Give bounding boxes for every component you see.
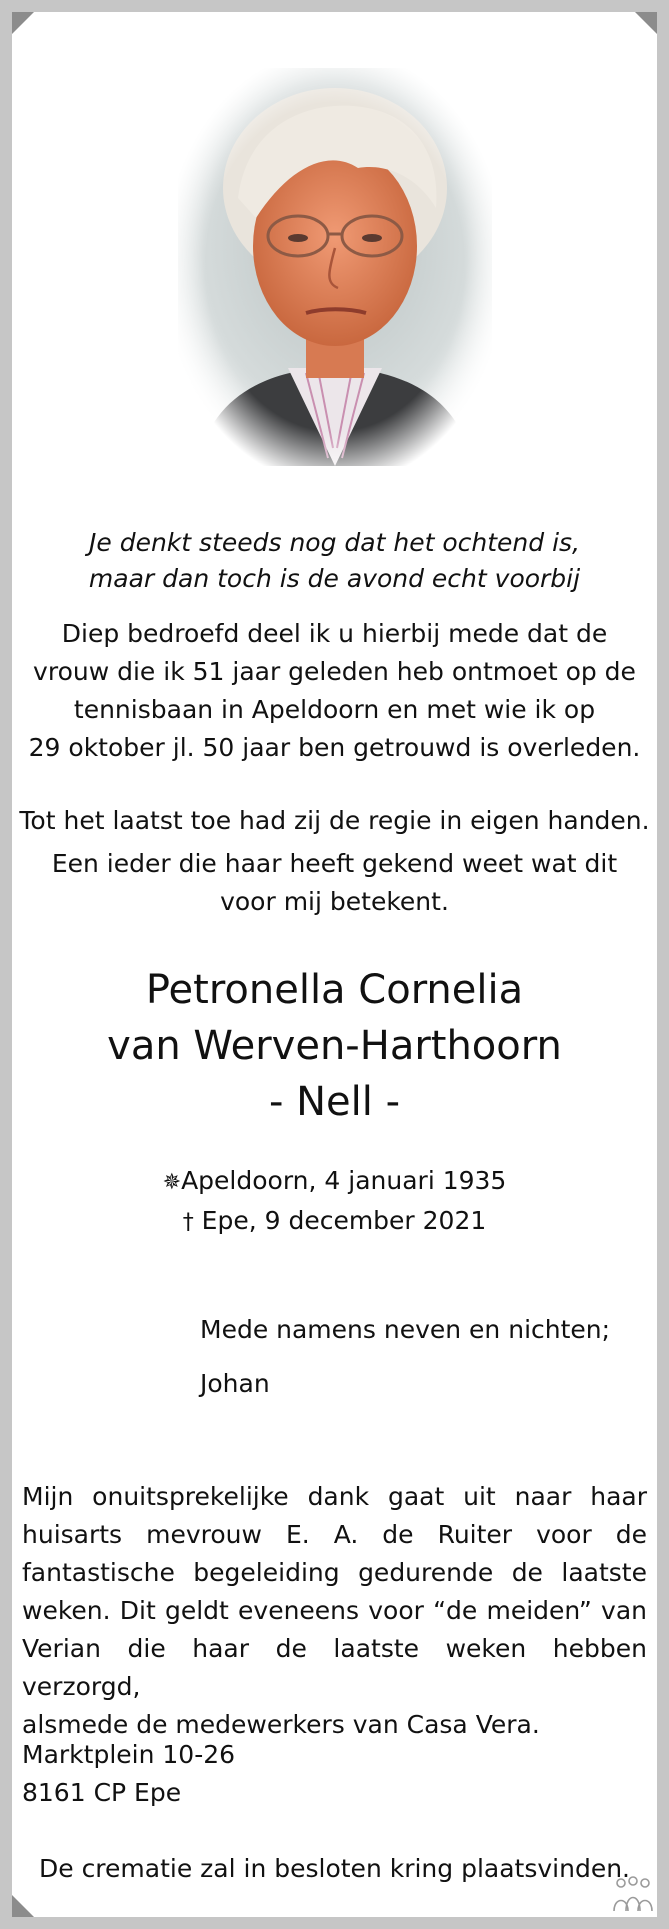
death-cross-icon: † xyxy=(182,1210,194,1235)
ieder-text xyxy=(14,845,655,921)
birth-date: Apeldoorn, 4 januari 1935 xyxy=(181,1166,507,1195)
name-line: van Werven-Harthoorn xyxy=(107,1023,562,1069)
poem-line: maar dan toch is de avond echt voorbij xyxy=(88,564,581,593)
thanks-line: Verian die haar de laatste weken hebben verzorgd, xyxy=(22,1634,647,1701)
thanks-line: weken. Dit geldt eveneens voor “de meiden” van xyxy=(22,1596,647,1625)
message-line: voor mij betekent. xyxy=(220,887,449,916)
address-city: 8161 CP Epe xyxy=(22,1778,182,1807)
signatory-name: Johan xyxy=(200,1369,270,1398)
portrait-photo xyxy=(178,68,492,466)
birth-line xyxy=(14,1162,655,1202)
life-dates xyxy=(14,1162,655,1242)
family-logo-icon xyxy=(611,1875,655,1915)
thanks-paragraph xyxy=(22,1478,647,1744)
address-street: Marktplein 10-26 xyxy=(22,1740,236,1769)
thanks-line: alsmede de medewerkers van Casa Vera. xyxy=(22,1710,540,1739)
death-line xyxy=(14,1202,655,1242)
birth-star-icon: ✵ xyxy=(162,1170,182,1195)
thanks-line: huisarts mevrouw E. A. de Ruiter voor de xyxy=(22,1520,647,1549)
poem xyxy=(14,525,655,597)
poem-line: Je denkt steeds nog dat het ochtend is, xyxy=(89,528,580,557)
announcement-message xyxy=(14,615,655,767)
corner-decoration-top-right xyxy=(635,12,657,34)
message-line: tennisbaan in Apeldoorn en met wie ik op xyxy=(73,695,596,724)
death-date: Epe, 9 december 2021 xyxy=(201,1206,487,1235)
thanks-line: fantastische begeleiding gedurende de laatste xyxy=(22,1558,647,1587)
corner-decoration-top-left xyxy=(12,12,34,34)
name-line: Petronella Cornelia xyxy=(145,967,524,1013)
message-line: Diep bedroefd deel ik u hierbij mede dat de xyxy=(61,619,608,648)
message-line: Een ieder die haar heeft gekend weet wat dit xyxy=(51,849,618,878)
message-line: vrouw die ik 51 jaar geleden heb ontmoet op de xyxy=(33,657,636,686)
cremation-notice: De crematie zal in besloten kring plaatsvinden. xyxy=(38,1854,630,1883)
nickname: - Nell - xyxy=(268,1079,401,1125)
corner-decoration-bottom-left xyxy=(12,1895,34,1917)
message-line: 29 oktober jl. 50 jaar ben getrouwd is overleden. xyxy=(28,733,641,762)
address xyxy=(22,1736,235,1812)
deceased-name xyxy=(14,962,655,1130)
mede-namens: Mede namens neven en nichten; xyxy=(200,1315,611,1344)
regie-text: Tot het laatst toe had zij de regie in eigen handen. xyxy=(19,806,650,835)
thanks-line: Mijn onuitsprekelijke dank gaat uit naar haar xyxy=(22,1482,647,1511)
